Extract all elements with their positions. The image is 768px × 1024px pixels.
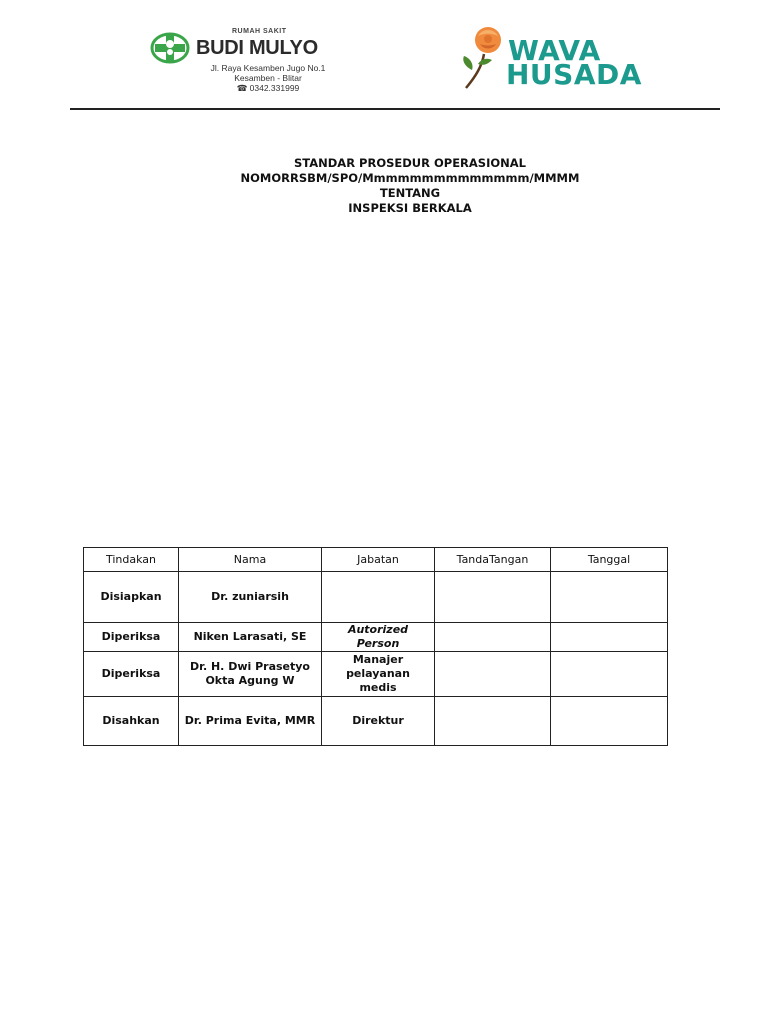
- address-line: Jl. Raya Kesamben Jugo No.1: [210, 63, 326, 73]
- logo-subtitle: RUMAH SAKIT: [232, 28, 287, 35]
- header-divider: [70, 108, 720, 110]
- cell-jabatan: Direktur: [322, 697, 435, 746]
- cell-nama: Dr. H. Dwi Prasetyo Okta Agung W: [179, 652, 322, 697]
- cell-tanda-tangan: [435, 623, 551, 652]
- cell-nama: Dr. zuniarsih: [179, 572, 322, 623]
- wava-husada-logo: [458, 24, 658, 94]
- wordmark-line-1: WAVA: [508, 34, 601, 67]
- hospital-name: BUDI MULYO: [196, 37, 318, 59]
- cell-tanggal: [551, 623, 668, 652]
- document-subject: INSPEKSI BERKALA: [348, 201, 472, 215]
- rose-icon: [458, 24, 510, 90]
- column-header-nama: Nama: [179, 548, 322, 572]
- cell-jabatan: [322, 572, 435, 623]
- phone-line: ☎ 0342.331999: [236, 83, 300, 93]
- cell-tanda-tangan: [435, 652, 551, 697]
- column-header-tanggal: Tanggal: [551, 548, 668, 572]
- cell-tanda-tangan: [435, 572, 551, 623]
- column-header-tanda-tangan: TandaTangan: [435, 548, 551, 572]
- cell-nama: Niken Larasati, SE: [179, 623, 322, 652]
- cell-jabatan: Autorized Person: [322, 623, 435, 652]
- cell-tanggal: [551, 652, 668, 697]
- table-row: [84, 623, 668, 652]
- title-line: TENTANG: [379, 186, 441, 200]
- cell-nama: Dr. Prima Evita, MMR: [179, 697, 322, 746]
- document-title: [0, 156, 768, 216]
- hospital-address: [198, 63, 338, 93]
- approval-table: [83, 547, 668, 746]
- cell-tindakan: Disiapkan: [84, 572, 179, 623]
- column-header-jabatan: Jabatan: [322, 548, 435, 572]
- cell-jabatan: Manajer pelayanan medis: [322, 652, 435, 697]
- table-header-row: [84, 548, 668, 572]
- hospital-cross-icon: [150, 32, 190, 64]
- wordmark-line-2: HUSADA: [506, 58, 642, 91]
- cell-tanggal: [551, 697, 668, 746]
- table-row: [84, 652, 668, 697]
- cell-tindakan: Diperiksa: [84, 623, 179, 652]
- document-number: NOMORRSBM/SPO/Mmmmmmmmmmmmmm/MMMM: [240, 171, 580, 185]
- cell-tindakan: Diperiksa: [84, 652, 179, 697]
- cell-tanda-tangan: [435, 697, 551, 746]
- table-row: [84, 572, 668, 623]
- budi-mulyo-logo: [150, 28, 340, 92]
- table-row: [84, 697, 668, 746]
- address-line: Kesamben - Blitar: [234, 73, 302, 83]
- title-line: STANDAR PROSEDUR OPERASIONAL: [293, 156, 526, 170]
- cell-tindakan: Disahkan: [84, 697, 179, 746]
- wava-husada-wordmark: [506, 34, 642, 91]
- cell-tanggal: [551, 572, 668, 623]
- column-header-tindakan: Tindakan: [84, 548, 179, 572]
